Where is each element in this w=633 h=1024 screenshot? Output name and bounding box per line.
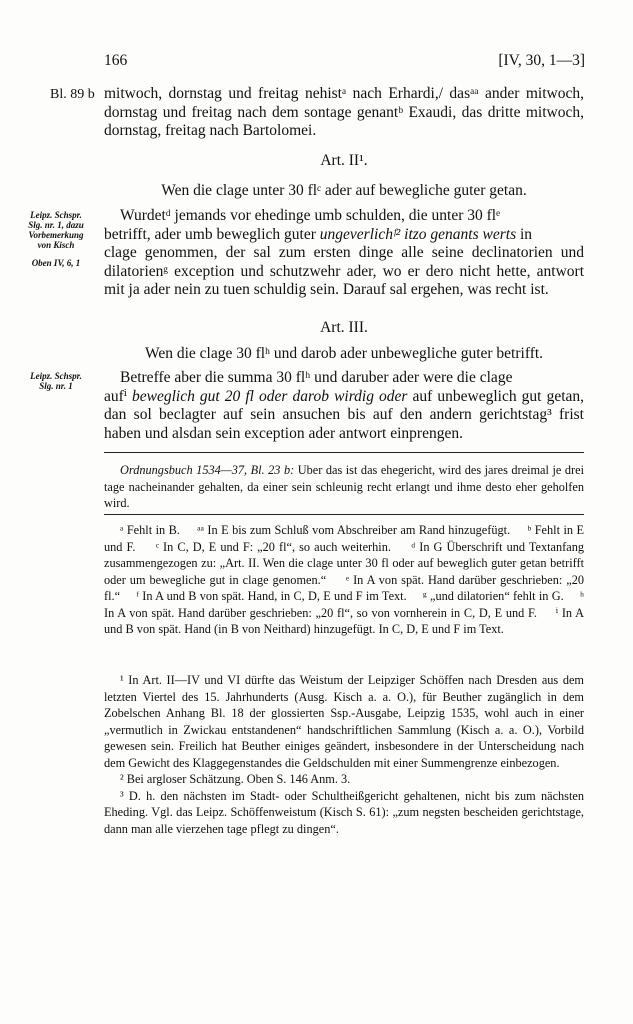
ordnungsbuch-source: Ordnungsbuch 1534—37, Bl. 23 b: bbox=[120, 463, 295, 477]
art3-body bbox=[104, 369, 584, 443]
ordnungsbuch-excerpt bbox=[104, 462, 584, 512]
art2-title: Art. II¹. bbox=[320, 152, 368, 169]
apparatus-text: ᵃ Fehlt in B. ᵃᵃ In E bis zum Schluß vom Abschreiber am Rand hinzugefügt. ᵇ Fehlt in E und F. ᶜ In C, D, E und F: „20 fl“, so auch weiterhin. ᵈ In G Überschrift und Textanfang zusammengezogen zu: „Art. II. Wen die clage unter 30 fl oder auf beweglich guter getan betrifft oder um bewegliche gut in clage genomen.“ ᵉ In A von spät. Hand darüber geschrieben: „20 fl.“ ᶠ In A und B von spät. Hand, in C, D, E und F im Text. ᵍ „und dilatorien“ fehlt in G. ʰ In A von spät. Hand darüber geschrieben: „20 fl“, so von vornherein in C, D, E und F. ⁱ In A und B von spät. Hand (in B von Neithard) hinzugefügt. In C, D, E und F im Text. bbox=[104, 523, 588, 636]
footnote-2: ² Bei argloser Schätzung. Oben S. 146 Anm. 3. bbox=[120, 772, 351, 786]
ordnungsbuch-text: Uber das ist das ehegericht, wird des jares dreimal je drei tage nacheinander gehalten, da einer sein schleunig recht erlangt und ihme desto eher geholfen wird. bbox=[104, 463, 584, 510]
art2-margin-note bbox=[14, 210, 98, 268]
art2-margin-line: Leipz. Schspr. bbox=[30, 210, 82, 220]
art2-line-1: Wurdetᵈ jemands vor ehedinge umb schulden, die unter 30 flᵉ bbox=[120, 207, 501, 224]
critical-apparatus bbox=[104, 522, 588, 638]
page-number: 166 bbox=[104, 52, 128, 69]
art3-title: Art. III. bbox=[320, 319, 368, 336]
art2-subtitle: Wen die clage unter 30 flᶜ ader auf bewegliche guter getan. bbox=[161, 182, 527, 199]
art3-margin-line: Slg. nr. 1 bbox=[39, 381, 73, 391]
folio-reference: Bl. 89 b bbox=[50, 87, 95, 102]
running-reference: [IV, 30, 1—3] bbox=[498, 52, 585, 69]
divider-rule-2 bbox=[104, 514, 584, 515]
art2-line-3: clage genommen, der sal zum ersten dinge alle seine declinatorien und dilatorienᵍ exception und schutzwehr ader, wo er dero nicht hette, antwort mit ja ader nein zu tuen schuldig sein. Darauf sal ergehen, was recht ist. bbox=[104, 244, 584, 298]
opening-paragraph: mitwoch, dornstag und freitag nehistᵃ nach Erhardi,/ dasᵃᵃ ander mitwoch, dornstag und freitag nach dem sontage genantᵇ Exaudi, das dritte mitwoch, dornstag, freitag nach Bartolomei. bbox=[104, 85, 584, 139]
art2-margin-line: Slg. nr. 1, dazu bbox=[28, 220, 84, 230]
art3-line-2: aufⁱ beweglich gut 20 fl oder darob wirdig oder auf unbeweglich gut getan, dan sol beclagter auf sein ansuchen bis auf den andern gerichtstag³ frist haben und alsdan sein exception ader antwort einprengen. bbox=[104, 387, 585, 442]
footnotes bbox=[104, 672, 584, 837]
footnote-1: ¹ In Art. II—IV und VI dürfte das Weistum der Leipziger Schöffen nach Dresden aus dem letzten Viertel des 15. Jahrhunderts (Ausg. Kisch a. a. O.), für Beuther zugänglich in dem Zobelschen Anhang Bl. 18 der glossierten Ssp.-Ausgabe, Leipzig 1535, wohl auch in einer „vermutlich in Zwickau entstandenen“ handschriftlichen Sammlung (Kisch a. a. O.), Vorbild gewesen sein. Freilich hat Beuther einiges geändert, insbesondere in der Unterscheidung nach dem Gewicht des Klaggegenstandes die Geldschulden mit einer Summengrenze einbezogen. bbox=[104, 673, 584, 770]
art2-line-2: betrifft, ader umb beweglich guter ungeverlichᶠ² itzo genants werts in bbox=[104, 225, 533, 243]
art2-margin-line: von Kisch bbox=[37, 240, 75, 250]
art2-margin-line: Oben IV, 6, 1 bbox=[31, 258, 81, 268]
art3-margin-note bbox=[14, 371, 98, 391]
footnote-3: ³ D. h. den nächsten im Stadt- oder Schultheißgericht gehaltenen, nicht bis zum nächsten Eheding. Vgl. das Leipz. Schöffenweistum (Kisch S. 61): „zum negsten bescheiden gerichtstage, dann man alle vierzehen tage pflegt zu dingen“. bbox=[104, 788, 584, 836]
art3-line-1: Betreffe aber die summa 30 flʰ und daruber ader were die clage bbox=[120, 369, 513, 386]
art3-subtitle: Wen die clage 30 flʰ und darob ader unbewegliche guter betrifft. bbox=[144, 345, 544, 362]
art2-body bbox=[104, 207, 584, 300]
divider-rule bbox=[104, 452, 584, 453]
art2-margin-line: Vorbemerkung bbox=[28, 230, 84, 240]
art3-margin-line: Leipz. Schspr. bbox=[30, 371, 82, 381]
